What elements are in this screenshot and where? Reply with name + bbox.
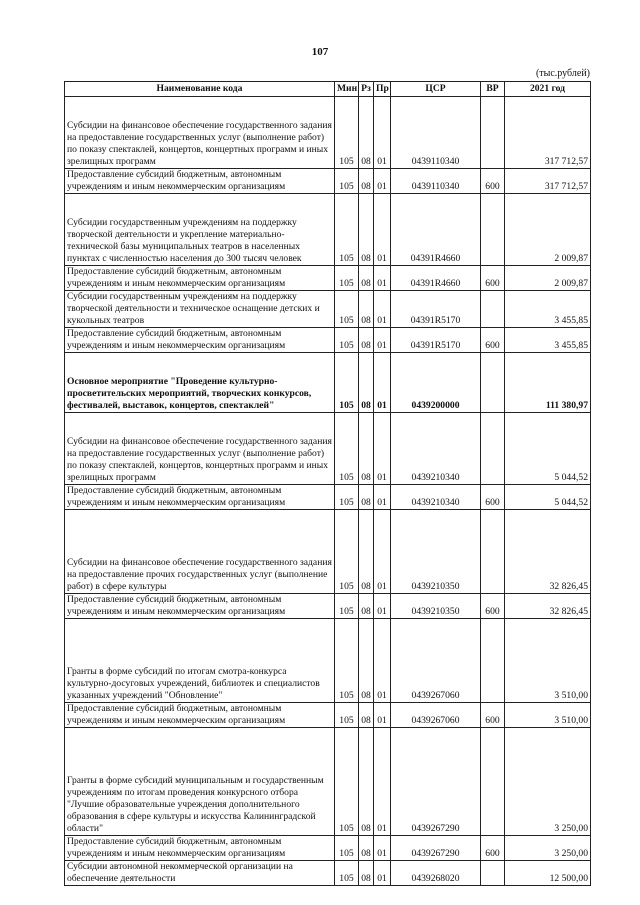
- cell-pr: 01: [374, 291, 391, 328]
- cell-csr: 0439267290: [391, 728, 481, 836]
- cell-min: 105: [335, 353, 359, 413]
- cell-csr: 0439267060: [391, 703, 481, 728]
- header-csr: ЦСР: [391, 82, 481, 97]
- cell-sum: 2 009,87: [505, 266, 591, 291]
- cell-vr: [481, 97, 505, 169]
- cell-rz: 08: [359, 266, 374, 291]
- cell-sum: 111 380,97: [505, 353, 591, 413]
- cell-min: 105: [335, 728, 359, 836]
- cell-pr: 01: [374, 266, 391, 291]
- table-row: [65, 619, 591, 703]
- cell-name: Гранты в форме субсидий муниципальным и государственным учреждениям по итогам проведения конкурсного отбора "Лучшие образовательные учреждения дополнительного образования в сфере культуры и искусства Калининградской области": [65, 728, 335, 836]
- cell-sum: 12 500,00: [505, 861, 591, 886]
- cell-pr: 01: [374, 328, 391, 353]
- table-header-row: [65, 82, 591, 97]
- cell-pr: 01: [374, 594, 391, 619]
- cell-rz: 08: [359, 291, 374, 328]
- cell-sum: 2 009,87: [505, 194, 591, 266]
- cell-rz: 08: [359, 328, 374, 353]
- cell-pr: 01: [374, 353, 391, 413]
- cell-rz: 08: [359, 619, 374, 703]
- cell-name: Субсидии государственным учреждениям на поддержку творческой деятельности и техническое оснащение детских и кукольных театров: [65, 291, 335, 328]
- cell-rz: 08: [359, 703, 374, 728]
- table-row: [65, 169, 591, 194]
- cell-csr: 04391R4660: [391, 194, 481, 266]
- cell-pr: 01: [374, 194, 391, 266]
- table-row: [65, 291, 591, 328]
- cell-name: Предоставление субсидий бюджетным, автономным учреждениям и иным некоммерческим организациям: [65, 328, 335, 353]
- cell-name: Основное мероприятие "Проведение культурно-просветительских мероприятий, творческих конкурсов, фестивалей, выставок, концертов, спектаклей": [65, 353, 335, 413]
- cell-rz: 08: [359, 728, 374, 836]
- cell-vr: 600: [481, 328, 505, 353]
- cell-name: Предоставление субсидий бюджетным, автономным учреждениям и иным некоммерческим организациям: [65, 836, 335, 861]
- header-rz: Рз: [359, 82, 374, 97]
- cell-rz: 08: [359, 594, 374, 619]
- cell-pr: 01: [374, 485, 391, 510]
- page-number: 107: [311, 46, 329, 58]
- cell-vr: [481, 194, 505, 266]
- table-row: [65, 861, 591, 886]
- cell-sum: 3 510,00: [505, 619, 591, 703]
- cell-min: 105: [335, 413, 359, 485]
- cell-rz: 08: [359, 413, 374, 485]
- cell-vr: [481, 413, 505, 485]
- cell-rz: 08: [359, 169, 374, 194]
- cell-rz: 08: [359, 97, 374, 169]
- cell-rz: 08: [359, 194, 374, 266]
- table-row: [65, 353, 591, 413]
- cell-csr: 04391R4660: [391, 266, 481, 291]
- cell-min: 105: [335, 619, 359, 703]
- cell-sum: 5 044,52: [505, 413, 591, 485]
- table-row: [65, 485, 591, 510]
- header-vr: ВР: [481, 82, 505, 97]
- table-row: [65, 97, 591, 169]
- cell-vr: 600: [481, 485, 505, 510]
- cell-min: 105: [335, 836, 359, 861]
- cell-vr: 600: [481, 703, 505, 728]
- cell-rz: 08: [359, 861, 374, 886]
- cell-sum: 3 455,85: [505, 291, 591, 328]
- cell-csr: 0439268020: [391, 861, 481, 886]
- cell-min: 105: [335, 291, 359, 328]
- budget-table: [64, 81, 591, 886]
- cell-min: 105: [335, 266, 359, 291]
- cell-sum: 32 826,45: [505, 510, 591, 594]
- cell-csr: 04391R5170: [391, 291, 481, 328]
- table-row: [65, 510, 591, 594]
- cell-min: 105: [335, 703, 359, 728]
- cell-csr: 0439210350: [391, 594, 481, 619]
- cell-pr: 01: [374, 97, 391, 169]
- table-row: [65, 728, 591, 836]
- cell-vr: [481, 510, 505, 594]
- cell-min: 105: [335, 594, 359, 619]
- cell-rz: 08: [359, 510, 374, 594]
- cell-name: Предоставление субсидий бюджетным, автономным учреждениям и иным некоммерческим организациям: [65, 594, 335, 619]
- cell-csr: 0439267290: [391, 836, 481, 861]
- table-row: [65, 594, 591, 619]
- cell-name: Гранты в форме субсидий по итогам смотра-конкурса культурно-досуговых учреждений, библиотек и специалистов указанных учреждений "Обновление": [65, 619, 335, 703]
- cell-csr: 0439267060: [391, 619, 481, 703]
- cell-sum: 317 712,57: [505, 169, 591, 194]
- cell-name: Предоставление субсидий бюджетным, автономным учреждениям и иным некоммерческим организациям: [65, 485, 335, 510]
- cell-min: 105: [335, 861, 359, 886]
- cell-csr: 0439210340: [391, 485, 481, 510]
- cell-vr: 600: [481, 594, 505, 619]
- cell-vr: 600: [481, 169, 505, 194]
- table-row: [65, 703, 591, 728]
- cell-pr: 01: [374, 413, 391, 485]
- cell-min: 105: [335, 485, 359, 510]
- cell-name: Субсидии на финансовое обеспечение государственного задания на предоставление государственных услуг (выполнение работ) по показу спектаклей, концертов, концертных программ и иных зрелищных программ: [65, 413, 335, 485]
- table-row: [65, 836, 591, 861]
- cell-name: Субсидии государственным учреждениям на поддержку творческой деятельности и укрепление материально-технической базы муниципальных театров в населенных пунктах с численностью населения до 300 тысяч человек: [65, 194, 335, 266]
- cell-rz: 08: [359, 836, 374, 861]
- cell-sum: 3 455,85: [505, 328, 591, 353]
- header-year: 2021 год: [505, 82, 591, 97]
- cell-csr: 0439110340: [391, 97, 481, 169]
- cell-pr: 01: [374, 703, 391, 728]
- cell-vr: [481, 728, 505, 836]
- cell-vr: [481, 353, 505, 413]
- cell-pr: 01: [374, 728, 391, 836]
- cell-sum: 3 510,00: [505, 703, 591, 728]
- cell-rz: 08: [359, 485, 374, 510]
- cell-csr: 0439210340: [391, 413, 481, 485]
- cell-sum: 3 250,00: [505, 836, 591, 861]
- cell-sum: 317 712,57: [505, 97, 591, 169]
- header-name: Наименование кода: [65, 82, 335, 97]
- cell-sum: 5 044,52: [505, 485, 591, 510]
- cell-pr: 01: [374, 510, 391, 594]
- cell-pr: 01: [374, 836, 391, 861]
- cell-min: 105: [335, 510, 359, 594]
- units-label: (тыс.рублей): [535, 68, 590, 79]
- cell-rz: 08: [359, 353, 374, 413]
- cell-min: 105: [335, 194, 359, 266]
- cell-vr: 600: [481, 836, 505, 861]
- cell-vr: [481, 291, 505, 328]
- header-pr: Пр: [374, 82, 391, 97]
- cell-sum: 3 250,00: [505, 728, 591, 836]
- cell-pr: 01: [374, 169, 391, 194]
- cell-csr: 0439200000: [391, 353, 481, 413]
- cell-csr: 0439110340: [391, 169, 481, 194]
- cell-csr: 0439210350: [391, 510, 481, 594]
- cell-sum: 32 826,45: [505, 594, 591, 619]
- table-row: [65, 194, 591, 266]
- cell-name: Субсидии на финансовое обеспечение государственного задания на предоставление прочих государственных услуг (выполнение работ) в сфере культуры: [65, 510, 335, 594]
- table-row: [65, 328, 591, 353]
- cell-csr: 04391R5170: [391, 328, 481, 353]
- cell-pr: 01: [374, 861, 391, 886]
- table-row: [65, 413, 591, 485]
- cell-min: 105: [335, 328, 359, 353]
- cell-name: Субсидии на финансовое обеспечение государственного задания на предоставление государственных услуг (выполнение работ) по показу спектаклей, концертов, концертных программ и иных зрелищных программ: [65, 97, 335, 169]
- cell-name: Субсидии автономной некоммерческой организации на обеспечение деятельности: [65, 861, 335, 886]
- cell-vr: [481, 861, 505, 886]
- cell-pr: 01: [374, 619, 391, 703]
- cell-min: 105: [335, 97, 359, 169]
- cell-min: 105: [335, 169, 359, 194]
- cell-vr: 600: [481, 266, 505, 291]
- header-min: Мин: [335, 82, 359, 97]
- cell-name: Предоставление субсидий бюджетным, автономным учреждениям и иным некоммерческим организациям: [65, 169, 335, 194]
- table-row: [65, 266, 591, 291]
- cell-vr: [481, 619, 505, 703]
- cell-name: Предоставление субсидий бюджетным, автономным учреждениям и иным некоммерческим организациям: [65, 703, 335, 728]
- cell-name: Предоставление субсидий бюджетным, автономным учреждениям и иным некоммерческим организациям: [65, 266, 335, 291]
